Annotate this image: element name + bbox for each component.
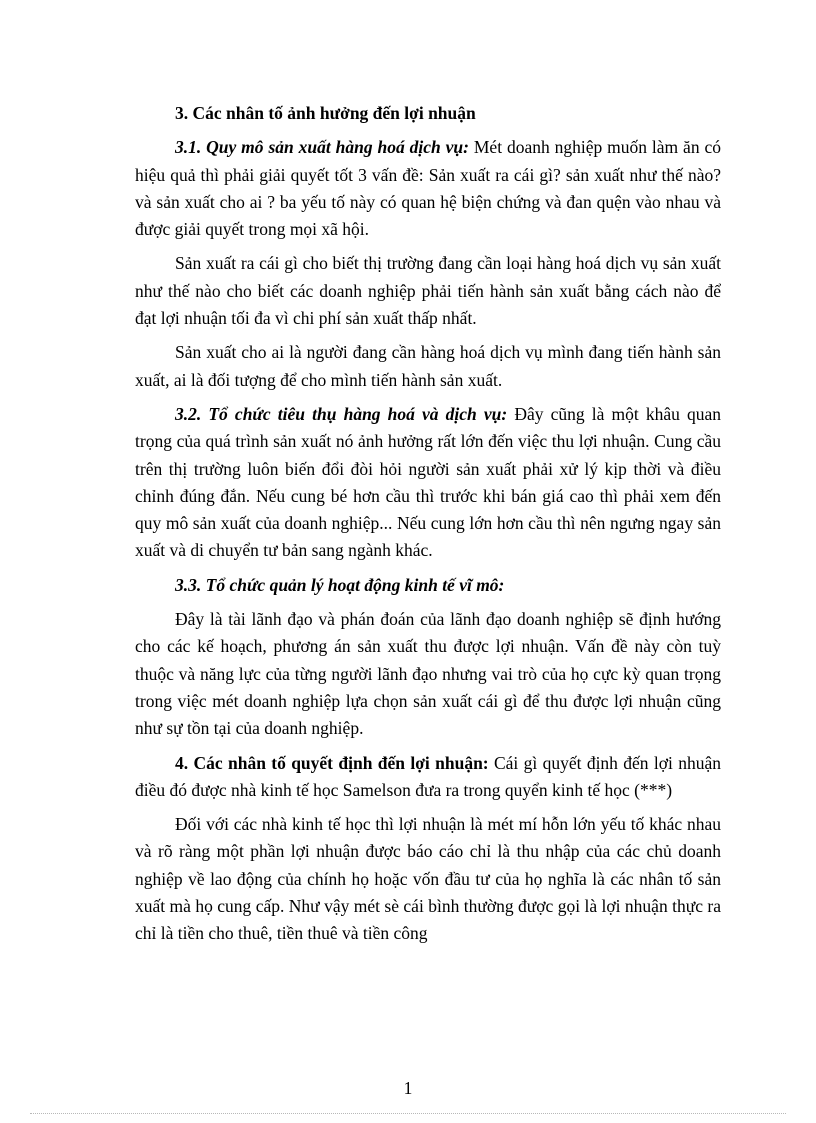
paragraph-doi-voi: Đối với các nhà kinh tế học thì lợi nhuận là mét mí hỗn lớn yếu tố khác nhau và rõ ràng một phần lợi nhuận được báo cáo chỉ là thu nhập của các chủ doanh nghiệp về lao động của chính họ hoặc vốn đầu tư của họ nghĩa là các nhân tố sản xuất mà họ cung cấp. Như vậy mét sè cái bình thường được gọi là lợi nhuận thực ra chỉ là tiền cho thuê, tiền thuê và tiền công: [135, 814, 721, 944]
paragraph-san-xuat-cai-gi: Sản xuất ra cái gì cho biết thị trường đang cần loại hàng hoá dịch vụ sản xuất như thế nào cho biết các doanh nghiệp phải tiến hành sản xuất bằng cách nào để đạt lợi nhuận tối đa vì chi phí sản xuất thấp nhất.: [135, 253, 721, 329]
document-body: [135, 100, 721, 955]
paragraph-3-2: [135, 401, 721, 565]
section-3-2-text: Đây cũng là một khâu quan trọng của quá trình sản xuất nó ảnh hưởng rất lớn đến việc thu lợi nhuận. Cung cầu trên thị trường luôn biến đổi đòi hỏi người sản xuất phải xử lý kịp thời và điều chỉnh đúng đắn. Nếu cung bé hơn cầu thì trước khi bán giá cao thì phải xem đến quy mô sản xuất của doanh nghiệp... Nếu cung lớn hơn cầu thì nên ngưng ngay sản xuất và di chuyển tư bản sang ngành khác.: [135, 403, 721, 561]
page-bottom-divider: [30, 1113, 786, 1114]
section-4-text: Cái gì quyết định đến lợi nhuận điều đó được nhà kinh tế học Samelson đưa ra trong quyển kinh tế học (***): [135, 752, 721, 800]
paragraph-lanh-dao: Đây là tài lãnh đạo và phán đoán của lãnh đạo doanh nghiệp sẽ định hướng cho các kế hoạch, phương án sản xuất thu được lợi nhuận. Vấn đề này còn tuỳ thuộc và năng lực của từng người lãnh đạo nhưng vai trò của họ cực kỳ quan trọng trong việc mét doanh nghiệp lựa chọn sản xuất cái gì để thu được lợi nhuận cũng như sự tồn tại của doanh nghiệp.: [135, 609, 721, 739]
section-3-heading: 3. Các nhân tố ảnh hưởng đến lợi nhuận: [175, 103, 476, 123]
section-3-2-title: 3.2. Tổ chức tiêu thụ hàng hoá và dịch vụ:: [175, 403, 508, 424]
section-3-1-text: Mét doanh nghiệp muốn làm ăn có hiệu quả thì phải giải quyết tốt 3 vấn đề: Sản xuất ra cái gì? sản xuất như thế nào? và sản xuất cho ai ? ba yếu tố này có quan hệ biện chứng và đan quện vào nhau và được giải quyết trong mọi xã hội.: [135, 137, 721, 240]
page-number: 1: [403, 1078, 413, 1098]
paragraph-san-xuat-cho-ai: Sản xuất cho ai là người đang cần hàng hoá dịch vụ mình đang tiến hành sản xuất, ai là đối tượng để cho mình tiến hành sản xuất.: [135, 342, 721, 390]
section-4-title: 4. Các nhân tố quyết định đến lợi nhuận:: [175, 752, 489, 773]
section-3-1-title: 3.1. Quy mô sản xuất hàng hoá dịch vụ:: [175, 137, 469, 158]
paragraph-4: [135, 750, 721, 805]
section-3-3-heading: 3.3. Tổ chức quản lý hoạt động kinh tế vĩ mô:: [175, 574, 505, 595]
paragraph-3-1: [135, 134, 721, 243]
